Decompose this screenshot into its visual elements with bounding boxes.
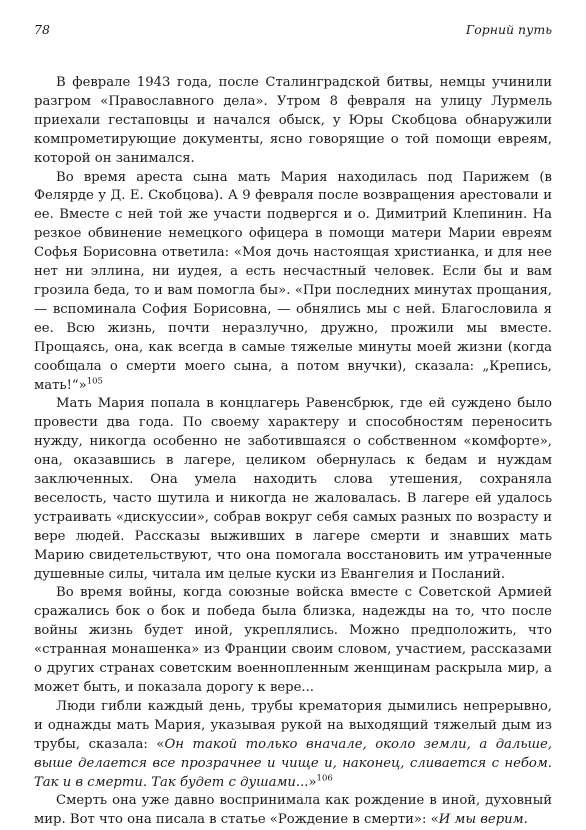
paragraph-text: Мать Мария попала в концлагерь Равенсбрюк, где ей суждено было провести два года. По своему характеру и способностям переносить нужду, никогда особенно не заботившаяся о собственном «комфорте», она, оказавшись в лагере, целиком обернулась к бедам и нуждам заключенных. Она умела находить слова утешения, сохраняла веселость, часто шутила и никогда не жаловалась. В лагере ей удалось устраивать «дискуссии», собрав вокруг себя самых разных по возрасту и вере людей. Рассказы выживших в лагере смерти и знавших мать Марию свидетельствуют, что она помогала восстановить им утраченные душевные силы, читала им целые куски из Евангелия и Посланий. — [34, 396, 552, 582]
paragraph-text: Во время войны, когда союзные войска вместе с Советской Армией сражались бок о бок и победа была близка, надежды на то, что после войны жизнь будет иной, укреплялись. Можно предположить, что «странная монашенка» из Франции своим словом, участием, рассказами о других странах советским военнопленным женщинам раскрыла мир, а может быть, и показала дорогу к вере... — [34, 585, 552, 695]
footnote-ref-106[interactable]: 106 — [316, 773, 333, 784]
paragraph-text: Смерть она уже давно воспринимала как рождение в иной, духовный мир. Вот что она писала в статье «Рождение в смерти»: « — [34, 793, 552, 828]
paragraph-text: Люди гибли каждый день, трубы крематория дымились непрерывно, и однажды мать Мария, указывая рукой на выходящий тяжелый дым из трубы, сказала: « — [34, 698, 552, 752]
page-number: 78 — [34, 22, 50, 37]
paragraph-1 — [34, 74, 552, 169]
paragraph-5 — [34, 698, 552, 793]
book-page — [34, 22, 552, 830]
italic-quote: И мы верим. — [438, 812, 528, 828]
running-head — [34, 22, 552, 46]
footnote-ref-105[interactable]: 105 — [86, 376, 103, 387]
quote-close: » — [308, 774, 317, 790]
italic-quote: Он такой только вначале, около земли, а дальше, выше делается все прозрачнее и чище и, наконец, сливается с небом. Так и в смерти. Так будет с душами... — [34, 736, 552, 790]
body-text — [34, 74, 552, 830]
paragraph-6 — [34, 792, 552, 830]
running-title: Горний путь — [465, 22, 552, 37]
paragraph-text: В феврале 1943 года, после Сталинградской битвы, немцы учинили разгром «Православного дела». Утром 8 февраля на улицу Лурмель приехали гестаповцы и начался обыск, у Юры Скобцова обнаружили компрометирующие документы, ясно говорящие о той помощи евреям, которой он занимался. — [34, 75, 552, 166]
paragraph-4 — [34, 584, 552, 697]
paragraph-3 — [34, 395, 552, 584]
paragraph-text: Во время ареста сына мать Мария находилась под Парижем (в Фелярде у Д. Е. Скобцова). А 9 февраля после возвращения арестовали и ее. Вместе с ней той же участи подвергся и о. Димитрий Клепинин. На резкое обвинение немецкого офицера в помощи матери Марии евреям Софья Борисовна ответила: «Моя дочь настоящая христианка, и для нее нет ни эллина, ни иудея, а есть несчастный человек. Если бы и вам грозила беда, то и вам помогла бы». «При последних минутах прощания, — вспоминала София Борисовна, — обнялись мы с ней. Благословила я ее. Всю жизнь, почти неразлучно, дружно, прожили мы вместе. Прощаясь, она, как всегда в самые тяжелые минуты моей жизни (когда сообщала о смерти моего сына, а потом внучки), сказала: „Крепись, мать!“» — [34, 169, 552, 393]
paragraph-2 — [34, 169, 552, 396]
